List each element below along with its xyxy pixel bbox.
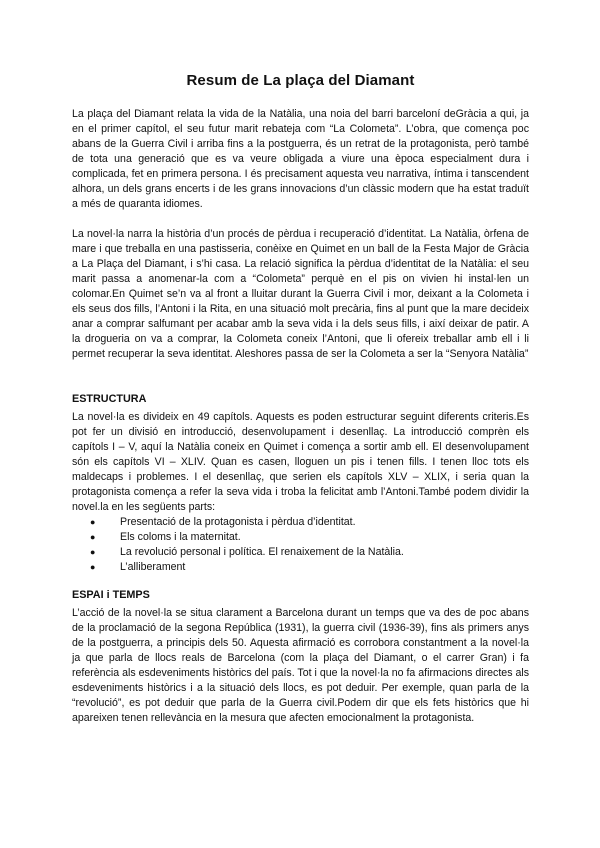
bullet-icon: ●	[90, 517, 96, 527]
estructura-paragraph: La novel·la es divideix en 49 capítols. Aquests es poden estructurar seguint diferents criteris.Es pot fer un divisió en introducció, desenvolupament i desenllaç. La introducció comprèn els capítols I – V, aquí la Natàlia coneix en Quimet i comença a sortir amb ell. El desenvolupament són els capítols VI – XLIV. Quan es casen, lloguen un pis i tenen fills. I tenen lloc tots els maldecaps i problemes. I el desenllaç, que serien els capítols XLV – XLIX, i seria quan la protagonista comença a refer la seva vida i troba la felicitat amb l’Antoni.També podem dividir la novel.la en les següents parts:	[72, 411, 529, 513]
bullet-icon: ●	[90, 532, 96, 542]
list-item: ● Presentació de la protagonista i pèrdua d’identitat.	[90, 516, 356, 528]
document-title: Resum de La plaça del Diamant	[186, 72, 415, 89]
bullet-icon: ●	[90, 562, 96, 572]
section-heading-espai-temps: ESPAI i TEMPS	[72, 589, 150, 601]
list-item: ● L’alliberament	[90, 561, 186, 573]
list-item: ● La revolució personal i política. El renaixement de la Natàlia.	[90, 546, 404, 558]
espai-paragraph: L’acció de la novel·la se situa clarament a Barcelona durant un temps que va des de poc abans de la proclamació de la segona República (1931), la guerra civil (1936-39), fins als primers anys de la postguerra, a principis dels 50. Aquesta afirmació es corrobora constantment a la novel·la ja que parla de llocs reals de Barcelona (com la plaça del Diamant, o el carrer Gran) i fa referència als esdeveniments històrics del país. Tot i que la novel·la no fa afirmacions directes als esdeveniments històrics i a la situació dels llocs, es pot deduir. Per exemple, quan parla de la “revolució”, es pot deduir que parla de la Guerra civil.Podem dir que els fets històrics que hi apareixen tenen rellevància en la mesura que afecten emocionalment la protagonista.	[72, 607, 529, 724]
document-page	[72, 72, 529, 726]
bullet-icon: ●	[90, 547, 96, 557]
intro-paragraph-2: La novel·la narra la història d’un procés de pèrdua i recuperació d’identitat. La Natàlia, òrfena de mare i que treballa en una pastisseria, conèixe en Quimet en un ball de la Festa Major de Gràcia a La Plaça del Diamant, i s’hi casa. La relació significa la pèrdua d’identitat de la Natàlia: el seu marit passa a anomenar-la com a “Colometa” perquè en el pis on vivien hi instal·len un colomar.En Quimet se’n va al front a lluitar durant la Guerra Civil i mor, deixant a la Colometa i els seus dos fills, l’Antoni i la Rita, en una situació molt precària, fins al punt que la mare decideix anar a comprar salfumant per acabar amb la seva vida i la dels seus fills, i així deixar de patir. A la drogueria on va a comprar, la Colometa coneix l’Antoni, que li ofereix treballar amb ell i li permet recuperar la seva identitat. Aleshores passa de ser la Colometa a ser la “Senyora Natàlia”	[72, 228, 529, 360]
section-heading-estructura: ESTRUCTURA	[72, 393, 147, 405]
list-item: ● Els coloms i la maternitat.	[90, 531, 241, 543]
estructura-bullet-list	[72, 515, 529, 575]
intro-paragraph-1: La plaça del Diamant relata la vida de la Natàlia, una noia del barri barceloní deGràcia a qui, ja en el primer capítol, el seu futur marit rebateja com “La Colometa”. L’obra, que comença poc abans de la Guerra Civil i arriba fins a la postguerra, és un retrat de la protagonista, però també de tota una generació que es va veure obligada a viure una època especialment dura i complicada, fet en primera persona. I és precisament aquesta veu narrativa, íntima i tanscendent alhora, un dels grans encerts i de les grans innovacions d’un clàssic modern que ha estat traduït a més de quaranta idiomes.	[72, 108, 529, 210]
